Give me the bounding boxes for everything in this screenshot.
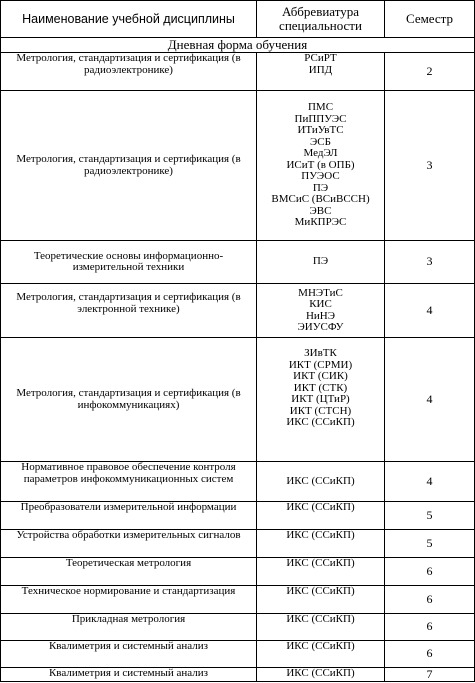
specialty-abbr	[257, 558, 385, 586]
abbr-item: ИКС (ССиКП)	[286, 640, 355, 652]
abbr-item: ЭВС	[309, 204, 332, 217]
table-row	[1, 502, 475, 530]
specialty-abbr	[257, 338, 385, 462]
abbr-item: МиКПРЭС	[294, 216, 347, 229]
abbr-item: ИКС (ССиКП)	[286, 416, 355, 428]
table-row	[1, 338, 475, 462]
abbr-item: ИКТ (СРМИ)	[288, 358, 353, 371]
specialty-abbr	[257, 586, 385, 614]
table-row	[1, 641, 475, 668]
abbr-item: ИПД	[308, 63, 333, 76]
semester-value: 3	[385, 91, 475, 241]
semester-value: 6	[385, 641, 475, 668]
abbr-item: ИКС (ССиКП)	[286, 474, 355, 487]
semester-value: 4	[385, 462, 475, 502]
discipline-name: Нормативное правовое обеспечение контроля параметров инфокоммуникационных систем	[1, 462, 257, 502]
discipline-name: Техническое нормирование и стандартизация	[1, 586, 257, 614]
table-row	[1, 53, 475, 91]
semester-value: 6	[385, 586, 475, 614]
discipline-name: Метрология, стандартизация и сертификация (в радиоэлектронике)	[1, 91, 257, 241]
discipline-name: Преобразователи измерительной информации	[1, 502, 257, 530]
specialty-abbr	[257, 284, 385, 338]
abbr-item: ПМС	[307, 101, 334, 114]
abbr-item: ИКТ (СТК)	[293, 381, 348, 394]
discipline-name: Метрология, стандартизация и сертификация (в инфокоммуникациях)	[1, 338, 257, 462]
discipline-name: Устройства обработки измерительных сигналов	[1, 530, 257, 558]
semester-value: 4	[385, 338, 475, 462]
abbr-item: НиНЭ	[305, 309, 336, 322]
section-title: Дневная форма обучения	[1, 38, 475, 53]
abbr-item: ЭИУСФУ	[297, 321, 344, 333]
header-row	[1, 1, 475, 38]
semester-value: 6	[385, 614, 475, 641]
abbr-item: ИКТ (СИК)	[293, 370, 348, 382]
section-row	[1, 38, 475, 53]
abbr-item: ИКС (ССиКП)	[286, 585, 355, 597]
table-row	[1, 586, 475, 614]
discipline-name: Метрология, стандартизация и сертификация (в электронной технике)	[1, 284, 257, 338]
header-name: Наименование учебной дисциплины	[1, 1, 257, 38]
table-row	[1, 558, 475, 586]
discipline-name: Теоретические основы информационно-измерительной техники	[1, 241, 257, 284]
table-row	[1, 614, 475, 641]
header-semester: Семестр	[385, 1, 475, 38]
abbr-item: ИКС (ССиКП)	[286, 667, 355, 679]
specialty-abbr	[257, 462, 385, 502]
specialty-abbr	[257, 668, 385, 682]
specialty-abbr	[257, 502, 385, 530]
abbr-item: ИТиУвТС	[297, 124, 344, 137]
abbr-item: ПиППУЭС	[294, 112, 347, 125]
abbr-item: ИКТ (ЦТиР)	[291, 393, 350, 405]
abbr-item: ПУЭОС	[301, 170, 340, 183]
abbr-item: ПЭ	[312, 255, 329, 268]
discipline-name: Метрология, стандартизация и сертификация (в радиоэлектронике)	[1, 53, 257, 91]
table-row	[1, 668, 475, 682]
specialty-abbr	[257, 530, 385, 558]
semester-value: 7	[385, 668, 475, 682]
abbr-item: ВМСиС (ВСиВССН)	[271, 193, 370, 206]
discipline-name: Квалиметрия и системный анализ	[1, 641, 257, 668]
table-row	[1, 241, 475, 284]
abbr-item: МедЭЛ	[303, 147, 338, 160]
abbr-item: ИКС (ССиКП)	[286, 613, 355, 625]
specialty-abbr	[257, 53, 385, 91]
specialty-abbr	[257, 614, 385, 641]
abbr-item: ИКС (ССиКП)	[286, 529, 355, 541]
abbr-item: МНЭТиС	[298, 286, 343, 299]
abbr-item: ЭСБ	[310, 135, 331, 148]
specialty-abbr	[257, 91, 385, 241]
abbr-item: ИКС (ССиКП)	[286, 557, 355, 569]
abbr-item: ИКС (ССиКП)	[286, 501, 355, 513]
discipline-name: Теоретическая метрология	[1, 558, 257, 586]
specialty-abbr	[257, 241, 385, 284]
table-row	[1, 462, 475, 502]
semester-value: 3	[385, 241, 475, 284]
discipline-name: Прикладная метрология	[1, 614, 257, 641]
specialty-abbr	[257, 641, 385, 668]
table-row	[1, 284, 475, 338]
table-row	[1, 91, 475, 241]
semester-value: 2	[385, 53, 475, 91]
semester-value: 6	[385, 558, 475, 586]
semester-value: 4	[385, 284, 475, 338]
abbr-item: КИС	[309, 298, 332, 310]
abbr-item: ИКТ (СТСН)	[289, 404, 352, 417]
abbr-item: РСиРТ	[304, 52, 337, 64]
discipline-name: Квалиметрия и системный анализ	[1, 668, 257, 682]
header-abbr: Аббревиатура специальности	[257, 1, 385, 38]
abbr-item: ПЭ	[312, 181, 329, 194]
semester-value: 5	[385, 502, 475, 530]
abbr-item: ИСиТ (в ОПБ)	[286, 158, 355, 171]
abbr-item: ЗИвТК	[304, 347, 337, 359]
table-row	[1, 530, 475, 558]
semester-value: 5	[385, 530, 475, 558]
